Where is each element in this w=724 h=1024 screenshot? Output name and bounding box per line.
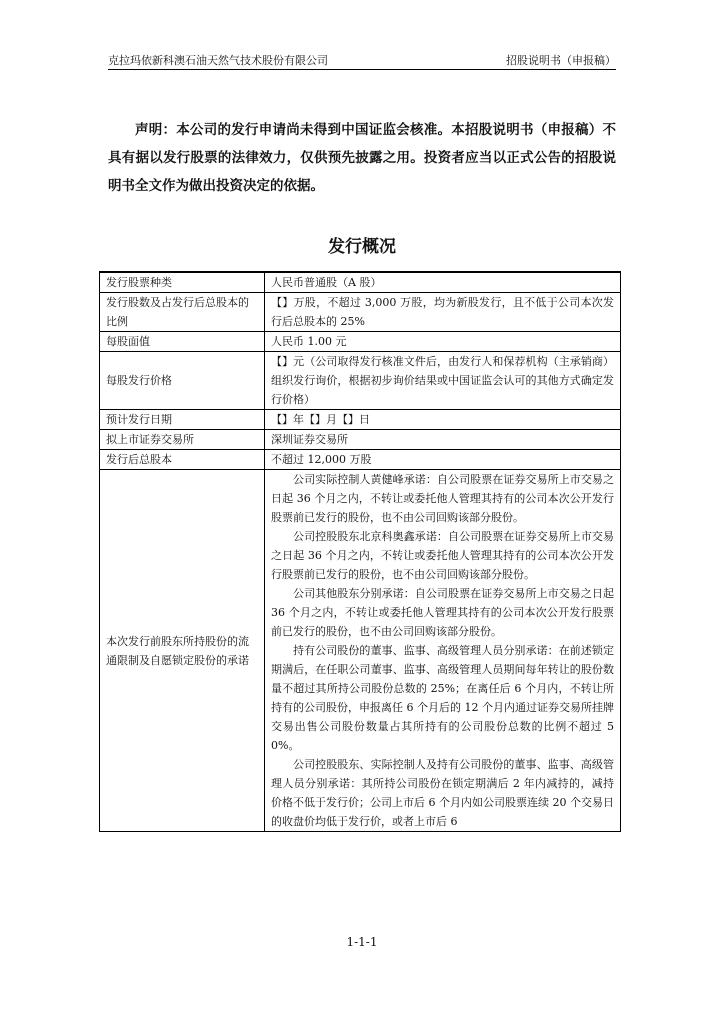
row-label: 发行股数及占发行后总股本的比例	[100, 293, 265, 332]
row-value: 【】万股，不超过 3,000 万股，均为新股发行，且不低于公司本次发行后总股本的 25%	[265, 293, 621, 332]
lockup-commitments	[265, 470, 621, 832]
row-label: 预计发行日期	[100, 410, 265, 430]
header-document-type: 招股说明书（申报稿）	[506, 54, 616, 67]
table-row	[100, 430, 621, 450]
row-label: 每股面值	[100, 332, 265, 352]
commitment-paragraph: 公司控股股东北京科奥鑫承诺：自公司股票在证券交易所上市交易之日起 36 个月之内，不转让或委托他人管理其持有的公司本次公开发行股票前已发行的股份，也不由公司回购该部分股份。	[271, 530, 614, 581]
commitment-paragraph: 持有公司股份的董事、监事、高级管理人员分别承诺：在前述锁定期满后，在任职公司董事、监事、高级管理人员期间每年转让的股份数量不超过其所持公司股份总数的 25%；在离任后 6 个月内，不转让所持有的公司股份，申报离任 6 个月后的 12 个月内通过证券交易所挂牌交易出售公司股份数量占其所持有的公司股份总数的比例不超过 50%。	[271, 644, 614, 752]
header-company-name: 克拉玛依新科澳石油天然气技术股份有限公司	[108, 54, 328, 67]
commitment-paragraph: 公司实际控制人黄健峰承诺：自公司股票在证券交易所上市交易之日起 36 个月之内，不转让或委托他人管理其持有的公司本次公开发行股票前已发行的股份，也不由公司回购该部分股份。	[271, 473, 614, 524]
table-row	[100, 410, 621, 430]
row-label: 发行股票种类	[100, 272, 265, 293]
commitment-paragraph: 公司其他股东分别承诺：自公司股票在证券交易所上市交易之日起 36 个月之内，不转让或委托他人管理其持有的公司本次公开发行股票前已发行的股份，也不由公司回购该部分股份。	[271, 587, 614, 638]
table-row-lockup	[100, 470, 621, 832]
header-rule	[108, 69, 616, 70]
table-row	[100, 450, 621, 470]
table-row	[100, 272, 621, 293]
disclaimer-statement: 声明：本公司的发行申请尚未得到中国证监会核准。本招股说明书（申报稿）不具有据以发行股票的法律效力，仅供预先披露之用。投资者应当以正式公告的招股说明书全文作为做出投资决定的依据。	[108, 122, 616, 194]
row-label: 拟上市证券交易所	[100, 430, 265, 450]
row-value: 【】元（公司取得发行核准文件后，由发行人和保荐机构（主承销商）组织发行询价，根据初步询价结果或中国证监会认可的其他方式确定发行价格）	[265, 352, 621, 410]
table-row	[100, 352, 621, 410]
row-value: 人民币 1.00 元	[265, 332, 621, 352]
row-value: 深圳证券交易所	[265, 430, 621, 450]
row-value: 人民币普通股（A 股）	[265, 272, 621, 293]
page-header	[108, 50, 616, 70]
row-label: 发行后总股本	[100, 450, 265, 470]
section-title: 发行概况	[328, 237, 396, 257]
table-row	[100, 293, 621, 332]
issuance-overview-table	[99, 271, 621, 832]
row-value: 不超过 12,000 万股	[265, 450, 621, 470]
commitment-paragraph: 公司控股股东、实际控制人及持有公司股份的董事、监事、高级管理人员分别承诺：其所持公司股份在锁定期满后 2 年内减持的，减持价格不低于发行价；公司上市后 6 个月内如公司股票连续 20 个交易日的收盘价均低于发行价，或者上市后 6	[271, 758, 614, 828]
row-label: 每股发行价格	[100, 352, 265, 410]
table-row	[100, 332, 621, 352]
lockup-label: 本次发行前股东所持股份的流通限制及自愿锁定股份的承诺	[100, 470, 265, 832]
page-number: 1-1-1	[346, 935, 378, 949]
row-value: 【】年【】月【】日	[265, 410, 621, 430]
